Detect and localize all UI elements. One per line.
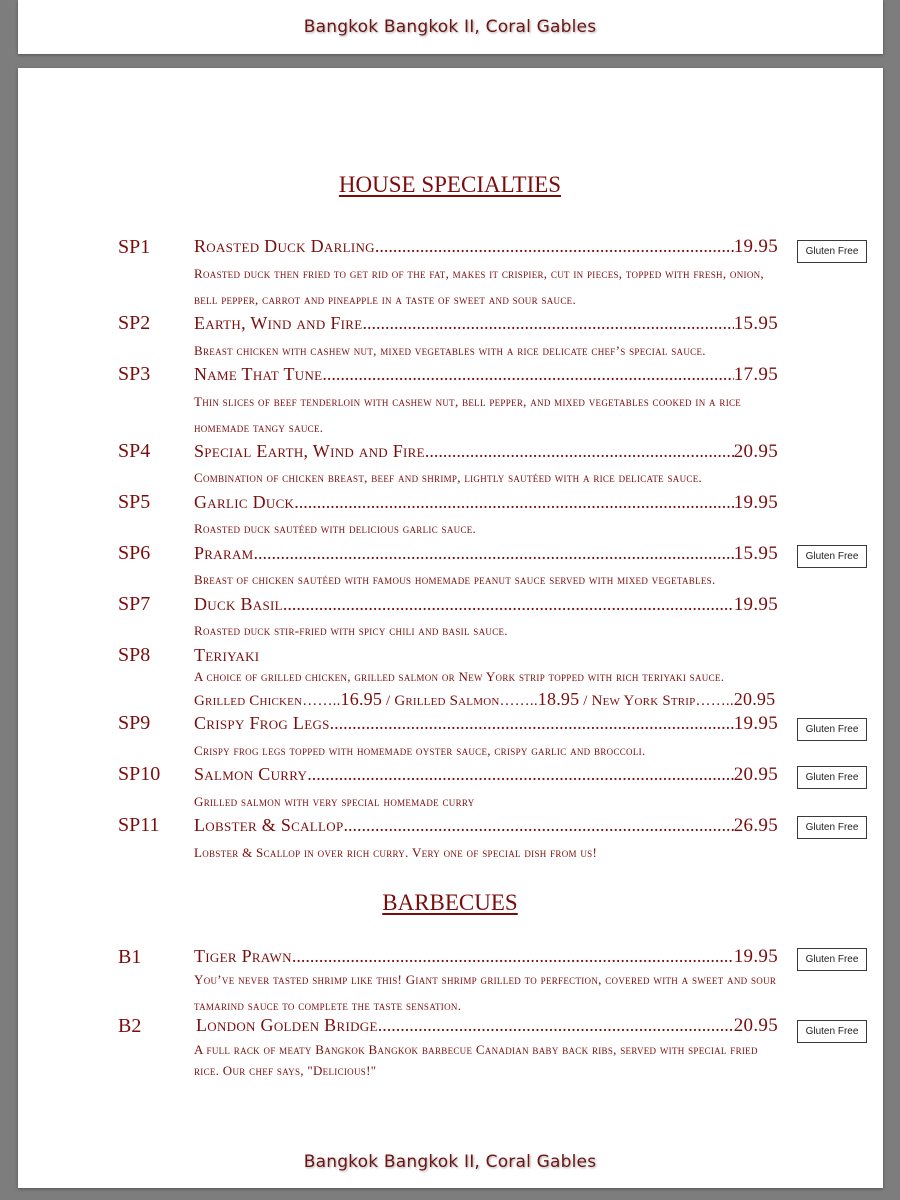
option-separator: / — [579, 693, 592, 709]
menu-item-roasted-duck-darling — [194, 236, 778, 258]
leader-dots — [294, 492, 734, 513]
menu-item-london-golden-bridge — [196, 1015, 778, 1037]
item-price: 19.95 — [733, 946, 778, 967]
leader-dots — [307, 764, 734, 785]
item-name: Roasted Duck Darling — [194, 236, 375, 256]
menu-item-special-earth-wind-and-fire — [194, 441, 778, 463]
item-price: 17.95 — [733, 364, 778, 385]
item-name: Special Earth, Wind and Fire — [194, 441, 425, 461]
leader-dots — [292, 946, 734, 967]
restaurant-footer: Bangkok Bangkok II, Coral Gables — [303, 1152, 597, 1172]
section-title-barbecues: BARBECUES — [382, 890, 518, 915]
menu-item-teriyaki — [194, 645, 259, 666]
menu-item-name-that-tune — [194, 364, 778, 386]
option-price: 18.95 — [537, 689, 580, 709]
item-code: SP10 — [118, 763, 161, 785]
item-description: Thin slices of beef tenderloin with cashew nut, bell pepper, and mixed vegetables cooked in a rice homemade tangy sauce. — [194, 394, 742, 435]
item-code: B2 — [118, 1015, 142, 1037]
leader-dots — [254, 543, 734, 564]
leader-dots — [283, 594, 734, 615]
teriyaki-price-options — [194, 689, 775, 710]
item-price: 19.95 — [733, 594, 778, 615]
item-description: Breast of chicken sautéed with famous homemade peanut sauce served with mixed vegetables. — [194, 572, 716, 587]
gluten-free-badge: Gluten Free — [797, 240, 867, 263]
menu-item-lobster-and-scallop — [194, 815, 778, 837]
section-title-house-specialties: HOUSE SPECIALTIES — [338, 172, 562, 197]
item-description: Breast chicken with cashew nut, mixed vegetables with a rice delicate chef’s special sauce. — [194, 343, 706, 358]
gluten-free-badge: Gluten Free — [797, 718, 867, 741]
option-separator: / — [382, 693, 395, 709]
item-price: 26.95 — [733, 815, 778, 836]
menu-item-praram — [194, 543, 778, 565]
menu-item-salmon-curry — [194, 764, 778, 786]
item-name: Salmon Curry — [194, 764, 308, 784]
item-code: SP9 — [118, 712, 151, 734]
item-code: SP3 — [118, 363, 151, 385]
item-description: Lobster & Scallop in over rich curry. Very one of special dish from us! — [194, 845, 598, 860]
item-description: Roasted duck stir-fried with spicy chili and basil sauce. — [194, 623, 508, 638]
item-code: B1 — [118, 946, 142, 968]
gluten-free-badge: Gluten Free — [797, 545, 867, 568]
item-name: Name That Tune — [194, 364, 323, 384]
item-description: Combination of chicken breast, beef and shrimp, lightly sautéed with a rice delicate sauce. — [194, 470, 703, 485]
item-name: Tiger Prawn — [194, 946, 292, 966]
item-code: SP2 — [118, 312, 151, 334]
item-code: SP7 — [118, 593, 151, 615]
item-description: Grilled salmon with very special homemade curry — [194, 794, 475, 809]
item-description: A full rack of meaty Bangkok Bangkok barbecue Canadian baby back ribs, served with special fried rice. Our chef says, "Delicious!" — [194, 1042, 758, 1078]
item-name: Lobster & Scallop — [194, 815, 344, 835]
option-label: Grilled Salmon…….. — [394, 693, 538, 709]
item-name: Crispy Frog Legs — [194, 713, 330, 733]
item-price: 20.95 — [733, 441, 778, 462]
restaurant-header: Bangkok Bangkok II, Coral Gables — [303, 17, 597, 37]
item-description: Roasted duck sautéed with delicious garlic sauce. — [194, 521, 477, 536]
leader-dots — [322, 364, 733, 385]
leader-dots — [425, 441, 734, 462]
item-code: SP5 — [118, 491, 151, 513]
menu-item-garlic-duck — [194, 492, 778, 514]
item-name: London Golden Bridge — [196, 1015, 378, 1035]
item-description: Roasted duck then fried to get rid of the fat, makes it crispier, cut in pieces, topped with fresh, onion, bell pepper, carrot and pineapple in a taste of sweet and sour sauce. — [194, 266, 764, 307]
item-name: Praram — [194, 543, 254, 563]
item-name: Duck Basil — [194, 594, 283, 614]
menu-item-earth-wind-and-fire — [194, 313, 778, 335]
item-code: SP8 — [118, 644, 151, 666]
item-description: You’ve never tasted shrimp like this! Giant shrimp grilled to perfection, covered with a sweet and sour tamarind sauce to complete the taste sensation. — [194, 972, 777, 1013]
option-price: 16.95 — [340, 689, 383, 709]
item-name: Garlic Duck — [194, 492, 295, 512]
item-price: 20.95 — [733, 1015, 778, 1036]
leader-dots — [363, 313, 734, 334]
menu-item-duck-basil — [194, 594, 778, 616]
gluten-free-badge: Gluten Free — [797, 1020, 867, 1043]
gluten-free-badge: Gluten Free — [797, 816, 867, 839]
item-price: 15.95 — [733, 543, 778, 564]
item-description: A choice of grilled chicken, grilled salmon or New York strip topped with rich teriyaki sauce. — [194, 669, 725, 684]
item-price: 19.95 — [733, 713, 778, 734]
item-price: 20.95 — [733, 764, 778, 785]
option-price: 20.95 — [733, 689, 776, 709]
leader-dots — [344, 815, 734, 836]
item-price: 19.95 — [733, 492, 778, 513]
item-code: SP11 — [118, 814, 160, 836]
item-price: 19.95 — [733, 236, 778, 257]
option-label: New York Strip…….. — [591, 693, 734, 709]
menu-item-crispy-frog-legs — [194, 713, 778, 735]
leader-dots — [375, 236, 734, 257]
menu-item-tiger-prawn — [194, 946, 778, 968]
item-name: Teriyaki — [194, 645, 260, 665]
item-description: Crispy frog legs topped with homemade oyster sauce, crispy garlic and broccoli. — [194, 743, 646, 758]
option-label: Grilled Chicken…….. — [194, 693, 341, 709]
item-code: SP1 — [118, 236, 151, 258]
gluten-free-badge: Gluten Free — [797, 766, 867, 789]
leader-dots — [378, 1015, 734, 1036]
item-name: Earth, Wind and Fire — [194, 313, 363, 333]
item-code: SP4 — [118, 440, 151, 462]
leader-dots — [330, 713, 734, 734]
gluten-free-badge: Gluten Free — [797, 948, 867, 971]
item-code: SP6 — [118, 542, 151, 564]
item-price: 15.95 — [733, 313, 778, 334]
